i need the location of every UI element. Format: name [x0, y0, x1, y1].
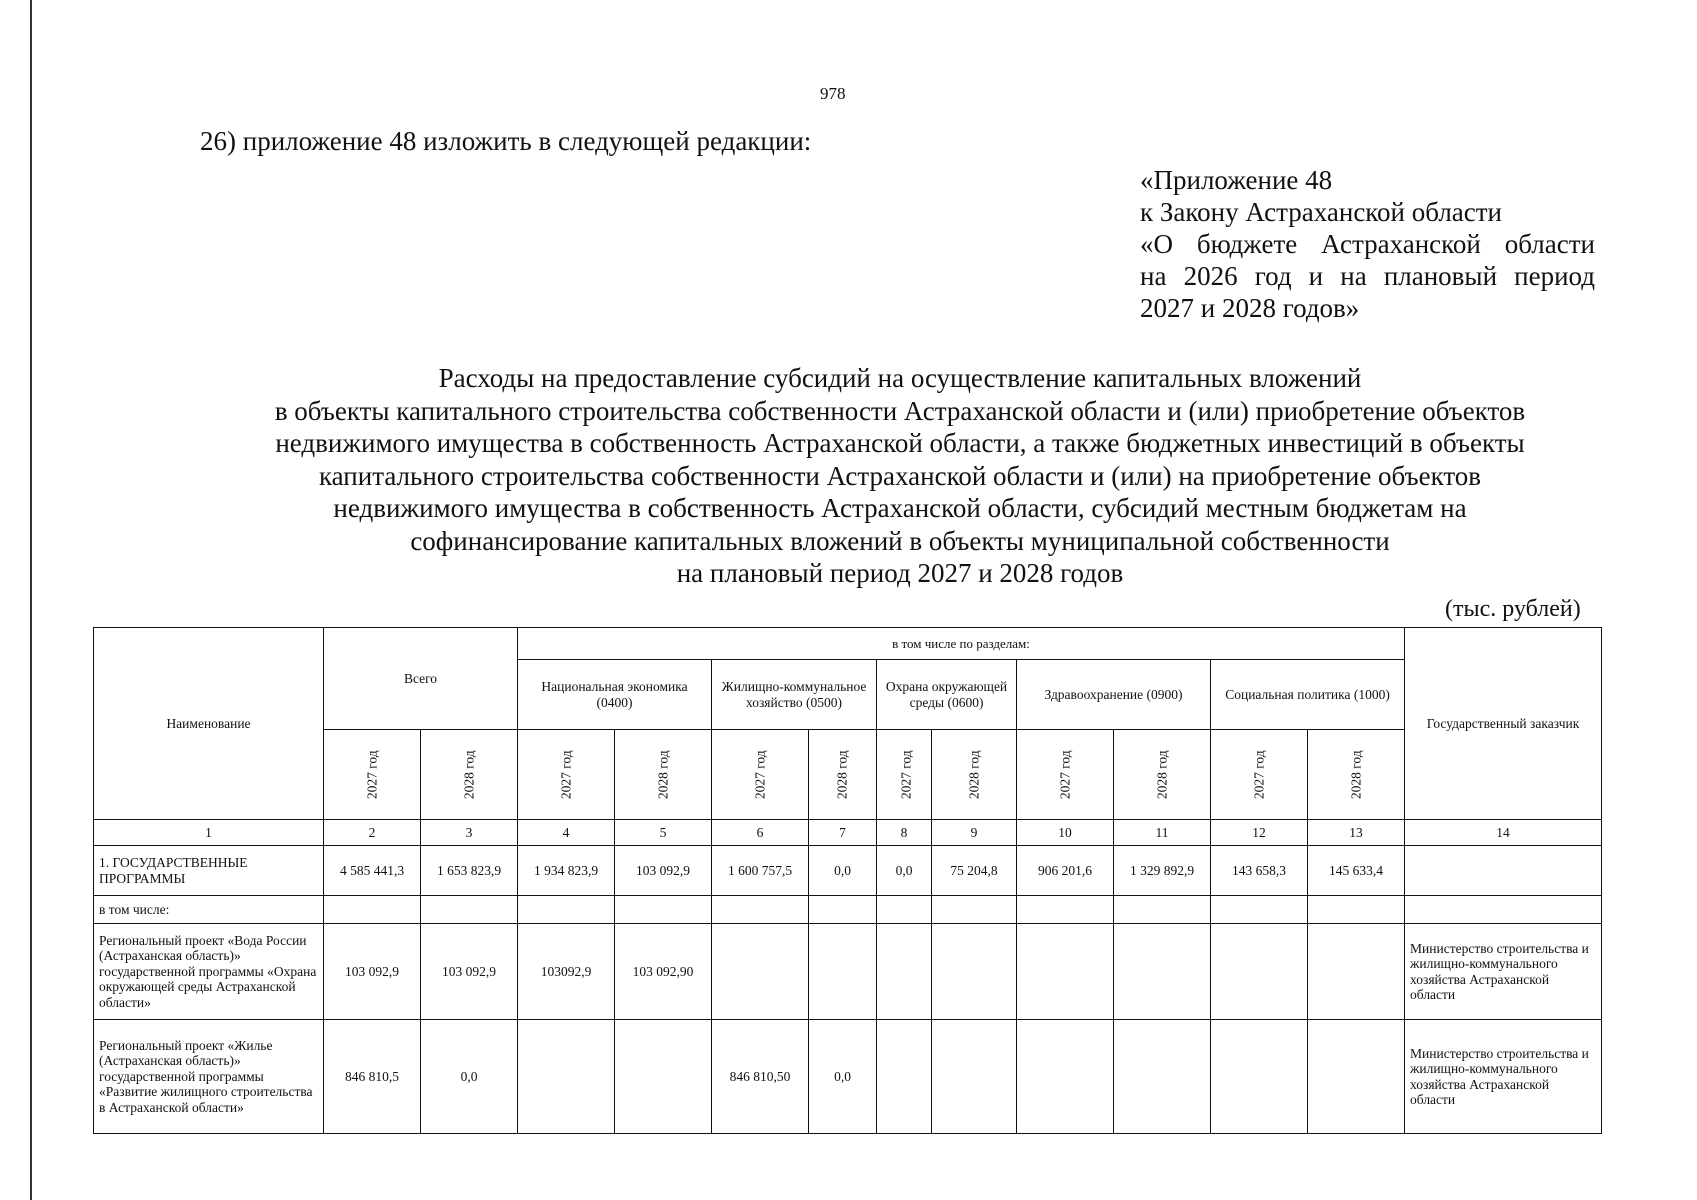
cell-value — [1017, 1020, 1114, 1134]
cell-value: 0,0 — [877, 846, 932, 896]
appendix-line: 2027 и 2028 годов» — [1140, 293, 1360, 323]
header-year-2027: 2027 год — [712, 730, 809, 820]
col-number: 1 — [94, 820, 324, 846]
title-line: капитального строительства собственности Астраханской области и (или) на приобретение объектов — [318, 460, 1482, 491]
col-number: 5 — [615, 820, 712, 846]
cell-value — [712, 924, 809, 1020]
cell-value — [324, 896, 421, 924]
col-number: 9 — [932, 820, 1017, 846]
header-year-2028: 2028 год — [421, 730, 518, 820]
cell-value: 103 092,9 — [615, 846, 712, 896]
cell-value: 0,0 — [809, 1020, 877, 1134]
cell-value: 846 810,50 — [712, 1020, 809, 1134]
col-number: 11 — [1114, 820, 1211, 846]
cell-value — [1211, 924, 1308, 1020]
cell-value — [1114, 1020, 1211, 1134]
header-section: Национальная экономика (0400) — [518, 660, 712, 730]
table-row — [94, 846, 1602, 896]
cell-value: 143 658,3 — [1211, 846, 1308, 896]
cell-value — [932, 924, 1017, 1020]
header-year-2028: 2028 год — [932, 730, 1017, 820]
col-number: 3 — [421, 820, 518, 846]
intro-text: 26) приложение 48 изложить в следующей редакции: — [200, 126, 812, 156]
row-customer: Министерство строительства и жилищно-коммунального хозяйства Астраханской области — [1405, 924, 1602, 1020]
cell-value — [932, 896, 1017, 924]
cell-value: 846 810,5 — [324, 1020, 421, 1134]
page-number: 978 — [820, 84, 846, 103]
cell-value: 1 934 823,9 — [518, 846, 615, 896]
cell-value: 103 092,90 — [615, 924, 712, 1020]
row-name: Региональный проект «Жилье (Астраханская область)» государственной программы «Развитие жилищного строительства в Астраханской области» — [94, 1020, 324, 1134]
column-number-row — [94, 820, 1602, 846]
units-label: (тыс. рублей) — [1445, 596, 1581, 622]
header-year-2028: 2028 год — [1308, 730, 1405, 820]
table-row — [94, 896, 1602, 924]
header-section: Здравоохранение (0900) — [1017, 660, 1211, 730]
row-customer — [1405, 896, 1602, 924]
cell-value: 906 201,6 — [1017, 846, 1114, 896]
cell-value — [1211, 1020, 1308, 1134]
cell-value — [615, 896, 712, 924]
cell-value — [1114, 896, 1211, 924]
row-name: 1. ГОСУДАРСТВЕННЫЕ ПРОГРАММЫ — [94, 846, 324, 896]
cell-value — [518, 1020, 615, 1134]
col-number: 7 — [809, 820, 877, 846]
document-title — [200, 362, 1600, 590]
table-row — [94, 924, 1602, 1020]
col-number: 13 — [1308, 820, 1405, 846]
title-line: недвижимого имущества в собственность Астраханской области, а также бюджетных инвестиций в объекты — [275, 428, 1525, 458]
header-name: Наименование — [94, 628, 324, 820]
appendix-line: «О бюджете Астраханской области — [1140, 229, 1595, 259]
cell-value — [1017, 924, 1114, 1020]
cell-value: 1 653 823,9 — [421, 846, 518, 896]
cell-value — [932, 1020, 1017, 1134]
title-line: недвижимого имущества в собственность Астраханской области, субсидий местным бюджетам на — [333, 493, 1467, 523]
row-name: в том числе: — [94, 896, 324, 924]
appendix-reference — [1140, 164, 1595, 324]
cell-value: 1 329 892,9 — [1114, 846, 1211, 896]
appendix-line: «Приложение 48 — [1140, 165, 1333, 195]
cell-value — [1308, 896, 1405, 924]
cell-value: 1 600 757,5 — [712, 846, 809, 896]
title-line: софинансирование капитальных вложений в объекты муниципальной собственности — [410, 525, 1390, 556]
title-line: Расходы на предоставление субсидий на осуществление капитальных вложений — [438, 363, 1362, 393]
cell-value — [1308, 1020, 1405, 1134]
title-line: в объекты капитального строительства собственности Астраханской области и (или) приобретение объектов — [274, 395, 1526, 426]
cell-value — [518, 896, 615, 924]
header-total: Всего — [324, 628, 518, 730]
col-number: 12 — [1211, 820, 1308, 846]
cell-value — [809, 896, 877, 924]
cell-value — [1017, 896, 1114, 924]
cell-value: 4 585 441,3 — [324, 846, 421, 896]
cell-value: 103 092,9 — [324, 924, 421, 1020]
header-section: Жилищно-коммунальное хозяйство (0500) — [712, 660, 877, 730]
cell-value: 0,0 — [809, 846, 877, 896]
title-line: на плановый период 2027 и 2028 годов — [676, 558, 1124, 588]
header-year-2027: 2027 год — [1211, 730, 1308, 820]
row-name: Региональный проект «Вода России (Астраханская область)» государственной программы «Охрана окружающей среды Астраханской области» — [94, 924, 324, 1020]
cell-value — [809, 924, 877, 1020]
col-number: 14 — [1405, 820, 1602, 846]
cell-value: 145 633,4 — [1308, 846, 1405, 896]
header-customer: Государственный заказчик — [1405, 628, 1602, 820]
cell-value: 103092,9 — [518, 924, 615, 1020]
col-number: 6 — [712, 820, 809, 846]
header-year-2028: 2028 год — [615, 730, 712, 820]
header-by-sections: в том числе по разделам: — [518, 628, 1405, 660]
cell-value: 75 204,8 — [932, 846, 1017, 896]
cell-value — [877, 1020, 932, 1134]
page-margin-line — [30, 0, 32, 1200]
appendix-line: к Закону Астраханской области — [1140, 197, 1503, 227]
cell-value — [1308, 924, 1405, 1020]
cell-value: 0,0 — [421, 1020, 518, 1134]
header-section: Социальная политика (1000) — [1211, 660, 1405, 730]
header-year-2027: 2027 год — [877, 730, 932, 820]
row-customer — [1405, 846, 1602, 896]
col-number: 2 — [324, 820, 421, 846]
table-row — [94, 1020, 1602, 1134]
header-year-2027: 2027 год — [518, 730, 615, 820]
col-number: 10 — [1017, 820, 1114, 846]
cell-value — [712, 896, 809, 924]
cell-value — [877, 896, 932, 924]
cell-value — [877, 924, 932, 1020]
cell-value — [1114, 924, 1211, 1020]
header-year-2028: 2028 год — [1114, 730, 1211, 820]
cell-value — [1211, 896, 1308, 924]
col-number: 4 — [518, 820, 615, 846]
col-number: 8 — [877, 820, 932, 846]
cell-value — [421, 896, 518, 924]
cell-value: 103 092,9 — [421, 924, 518, 1020]
cell-value — [615, 1020, 712, 1134]
header-year-2028: 2028 год — [809, 730, 877, 820]
appendix-line: на 2026 год и на плановый период — [1140, 261, 1595, 291]
header-year-2027: 2027 год — [1017, 730, 1114, 820]
header-year-2027: 2027 год — [324, 730, 421, 820]
expenses-table — [93, 627, 1602, 1134]
row-customer: Министерство строительства и жилищно-коммунального хозяйства Астраханской области — [1405, 1020, 1602, 1134]
header-section: Охрана окружающей среды (0600) — [877, 660, 1017, 730]
